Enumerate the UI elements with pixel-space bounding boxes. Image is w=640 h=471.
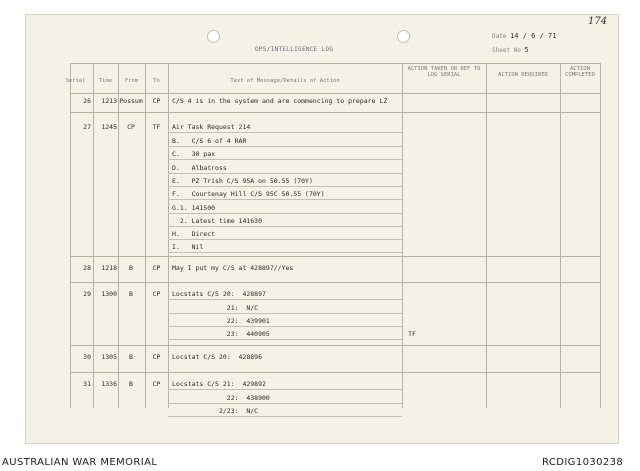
row-separator [70,112,600,113]
row-text: B. C/S 6 of 4 RAR [172,137,247,145]
row-from: B [129,380,133,388]
row-to: CP [152,97,161,105]
row-from: CP [127,123,135,131]
header-from: From [124,78,139,84]
row-time: 1245 [101,123,117,131]
row-from: B [129,353,133,361]
row-from: B [129,264,133,272]
row-rule [168,326,402,327]
row-rule [168,132,402,133]
row-rule [168,239,402,240]
row-text: D. Albatross [172,164,227,172]
row-rule [168,416,402,417]
row-from: Possum [119,97,143,105]
header-action-required: ACTION REQUIRED [498,72,548,78]
row-to: CP [152,380,161,388]
row-rule [168,389,402,390]
row-text: Locstats C/S 20: 428897 [172,290,266,298]
row-rule [168,299,402,300]
row-from: B [129,290,133,298]
row-rule [168,226,402,227]
row-separator [70,345,600,346]
row-serial: 26 [83,97,91,105]
grid-col-line [560,63,561,408]
row-to: TF [152,123,161,131]
grid-col-line [168,63,169,408]
row-text: 22: 438900 [172,394,270,402]
sheet-label: Sheet No [492,47,521,54]
row-text: F. Courtenay Hill C/S 95C 50.55 (70Y) [172,190,325,198]
row-rule [168,159,402,160]
grid-top-line [70,63,600,64]
row-rule [168,313,402,314]
footer-record-id: RCDIG1030238 [542,457,624,468]
row-separator [70,372,600,373]
row-rule [168,403,402,404]
row-serial: 31 [83,380,91,388]
row-serial: 27 [83,123,91,131]
header-event: Text of Message/Details of Action [230,78,340,84]
row-to: CP [152,264,161,272]
date-label: Date [492,33,507,40]
row-serial: 28 [83,264,91,272]
row-text: G.1. 141500 [172,204,216,212]
row-serial: 30 [83,353,91,361]
grid-header-line [70,93,600,94]
row-time: 1305 [101,353,117,361]
grid-col-line [600,63,601,408]
row-rule [168,339,402,340]
row-separator [70,256,600,257]
header-action-completed: ACTION COMPLETED [565,66,595,78]
sheet-field [492,46,529,54]
row-text: Air Task Request 214 [172,123,251,131]
row-rule [168,146,402,147]
row-text: I. Nil [172,243,204,251]
row-text: 2. Latest time 141630 [172,217,263,225]
punch-hole-left [207,30,220,43]
row-time: 1213 [101,97,117,105]
row-rule [168,199,402,200]
sheet-value: 5 [524,46,529,54]
date-value: 14 / 6 / 71 [510,32,557,40]
row-action: TF [408,330,416,338]
footer-archive-name: AUSTRALIAN WAR MEMORIAL [2,457,158,468]
handwritten-page-number: 174 [588,16,608,27]
header-action-taken: ACTION TAKEN OR REF TO LOG SERIAL [407,66,481,78]
log-title: OPS/INTELLIGENCE LOG [255,46,334,53]
date-field [492,32,556,40]
row-text: C/S 4 is in the system and are commencing to prepare LZ [172,97,388,105]
row-serial: 29 [83,290,91,298]
header-to: To [153,78,160,84]
row-text: H. Direct [172,230,216,238]
punch-hole-right [397,30,410,43]
header-serial: Serial [65,78,86,84]
row-text: E. PZ Trish C/S 95A on 50.55 (70Y) [172,177,313,185]
row-rule [168,186,402,187]
row-time: 1218 [101,264,117,272]
row-text: 2/23: N/C [172,407,259,415]
row-to: CP [152,353,161,361]
row-text: Locstat C/S 20: 428896 [172,353,263,361]
header-time: Time [98,78,113,84]
row-text: 22: 439901 [172,317,270,325]
row-text: Locstats C/S 21: 429892 [172,380,266,388]
grid-col-line [402,63,403,408]
row-rule [168,252,402,253]
row-time: 1300 [101,290,117,298]
row-to: CP [152,290,161,298]
row-rule [168,213,402,214]
row-text: 21: N/C [172,304,259,312]
row-text: C. 30 pax [172,150,216,158]
row-text: 23: 440905 [172,330,270,338]
row-separator [70,282,600,283]
row-text: May I put my C/S at 428897//Yes [172,264,294,272]
row-time: 1336 [101,380,117,388]
row-rule [168,173,402,174]
grid-col-line [486,63,487,408]
